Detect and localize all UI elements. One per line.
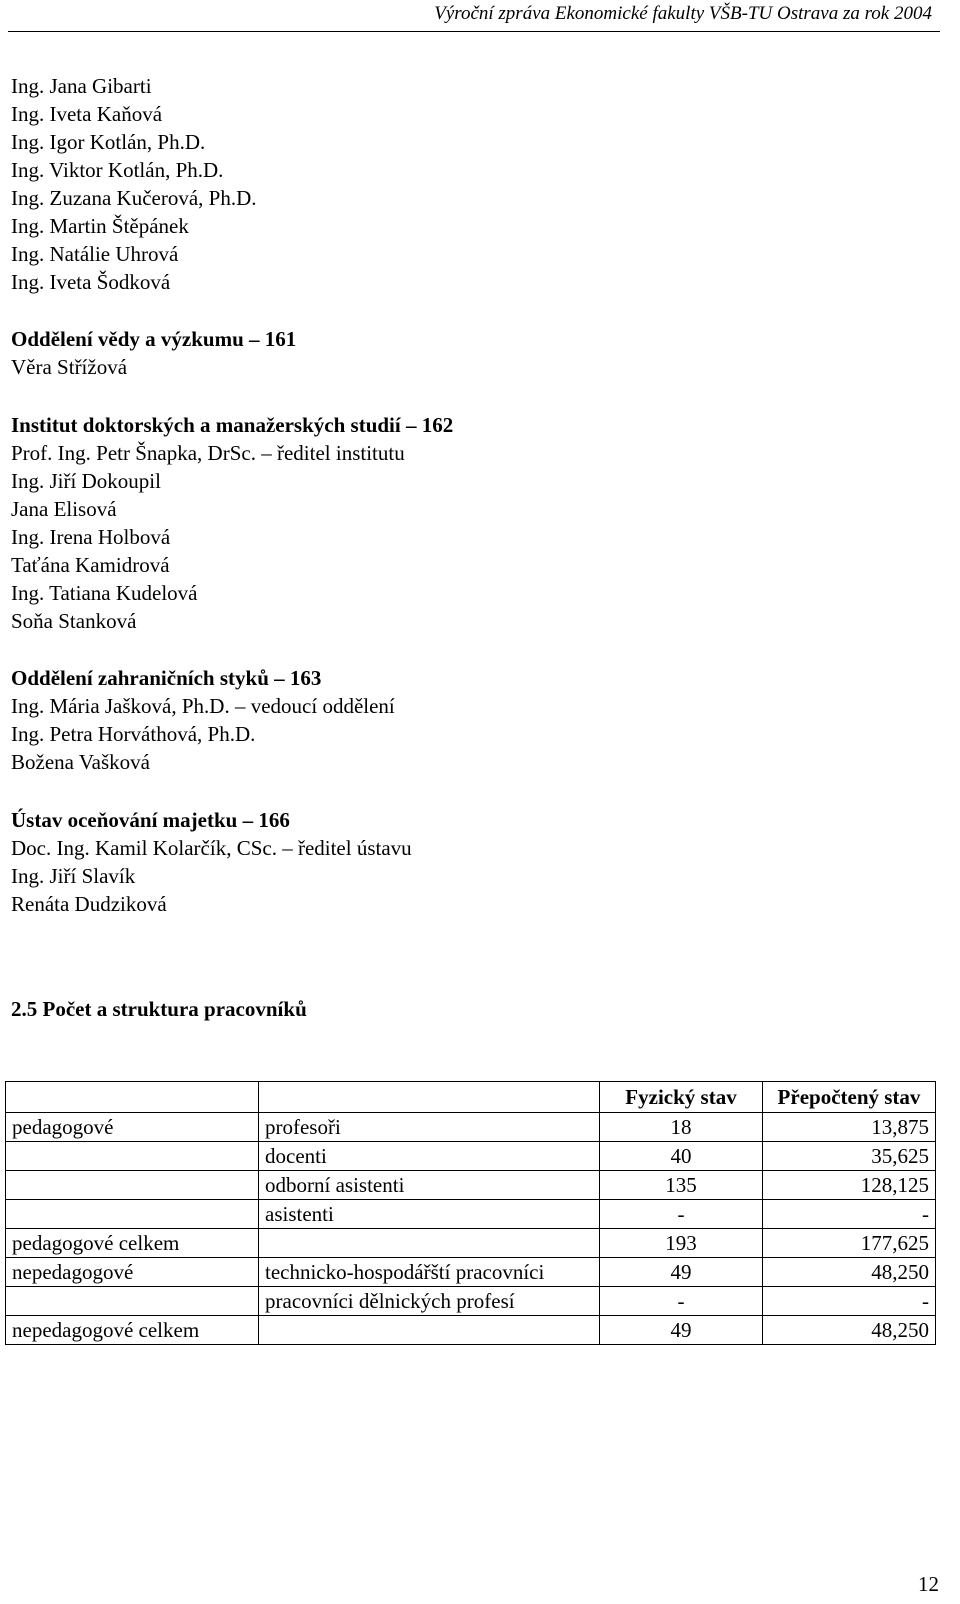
table-row (6, 1316, 936, 1345)
list-item: Ing. Mária Jašková, Ph.D. – vedoucí oddělení (11, 694, 395, 718)
page-number: 12 (918, 1572, 939, 1596)
list-item: Ing. Jana Gibarti (11, 74, 152, 98)
table-cell (259, 1229, 600, 1258)
table-cell (6, 1287, 259, 1316)
table-cell: - (763, 1287, 936, 1316)
table-cell: profesoři (259, 1113, 600, 1142)
table-cell: nepedagogové celkem (6, 1316, 259, 1345)
running-header: Výroční zpráva Ekonomické fakulty VŠB-TU Ostrava za rok 2004 (434, 3, 932, 24)
list-item: Ing. Jiří Slavík (11, 864, 136, 888)
table-row (6, 1142, 936, 1171)
table-cell: 49 (600, 1258, 763, 1287)
list-item: Věra Střížová (11, 355, 128, 379)
table-cell: 40 (600, 1142, 763, 1171)
list-item: Prof. Ing. Petr Šnapka, DrSc. – ředitel institutu (11, 441, 405, 465)
list-item: Soňa Stanková (11, 609, 137, 633)
table-cell: pracovníci dělnických profesí (259, 1287, 600, 1316)
list-item: Ing. Irena Holbová (11, 525, 171, 549)
table-cell (6, 1171, 259, 1200)
table-cell: technicko-hospodářští pracovníci (259, 1258, 600, 1287)
table-cell: nepedagogové (6, 1258, 259, 1287)
list-item: Ing. Igor Kotlán, Ph.D. (11, 130, 206, 154)
table-cell: 13,875 (763, 1113, 936, 1142)
table-cell: - (600, 1287, 763, 1316)
table-header-row (6, 1082, 936, 1113)
department-heading: Oddělení vědy a výzkumu – 161 (11, 327, 297, 351)
table-cell (259, 1316, 600, 1345)
list-item: Jana Elisová (11, 497, 117, 521)
table-cell: odborní asistenti (259, 1171, 600, 1200)
department-heading: Institut doktorských a manažerských studií – 162 (11, 413, 454, 437)
section-title: 2.5 Počet a struktura pracovníků (11, 997, 307, 1021)
list-item: Ing. Petra Horváthová, Ph.D. (11, 722, 256, 746)
header-rule (8, 31, 940, 32)
staff-structure-table (5, 1081, 936, 1345)
table-cell: 18 (600, 1113, 763, 1142)
list-item: Ing. Zuzana Kučerová, Ph.D. (11, 186, 257, 210)
table-cell: 128,125 (763, 1171, 936, 1200)
list-item: Ing. Tatiana Kudelová (11, 581, 198, 605)
table-cell: 193 (600, 1229, 763, 1258)
list-item: Ing. Martin Štěpánek (11, 214, 189, 238)
table-cell: 177,625 (763, 1229, 936, 1258)
table-row (6, 1287, 936, 1316)
list-item: Ing. Jiří Dokoupil (11, 469, 161, 493)
table-cell: - (763, 1200, 936, 1229)
table-header-cell (6, 1082, 259, 1113)
department-heading: Ústav oceňování majetku – 166 (11, 808, 290, 832)
table-header-cell: Fyzický stav (600, 1082, 763, 1113)
table-cell: 48,250 (763, 1258, 936, 1287)
list-item: Doc. Ing. Kamil Kolarčík, CSc. – ředitel ústavu (11, 836, 412, 860)
table-cell: pedagogové celkem (6, 1229, 259, 1258)
list-item: Renáta Dudziková (11, 892, 167, 916)
list-item: Ing. Iveta Kaňová (11, 102, 163, 126)
list-item: Ing. Natálie Uhrová (11, 242, 179, 266)
table-row (6, 1200, 936, 1229)
list-item: Taťána Kamidrová (11, 553, 170, 577)
table-row (6, 1171, 936, 1200)
table-cell: asistenti (259, 1200, 600, 1229)
table-cell: - (600, 1200, 763, 1229)
list-item: Ing. Viktor Kotlán, Ph.D. (11, 158, 224, 182)
department-heading: Oddělení zahraničních styků – 163 (11, 666, 322, 690)
table-cell: 48,250 (763, 1316, 936, 1345)
table-header-cell (259, 1082, 600, 1113)
table-cell (6, 1200, 259, 1229)
list-item: Ing. Iveta Šodková (11, 270, 171, 294)
list-item: Božena Vašková (11, 750, 150, 774)
table-cell: pedagogové (6, 1113, 259, 1142)
table-row (6, 1113, 936, 1142)
table-cell (6, 1142, 259, 1171)
table-header-cell: Přepočtený stav (763, 1082, 936, 1113)
table-row (6, 1258, 936, 1287)
table-row (6, 1229, 936, 1258)
table-cell: 49 (600, 1316, 763, 1345)
table-cell: 35,625 (763, 1142, 936, 1171)
table-cell: docenti (259, 1142, 600, 1171)
table-cell: 135 (600, 1171, 763, 1200)
